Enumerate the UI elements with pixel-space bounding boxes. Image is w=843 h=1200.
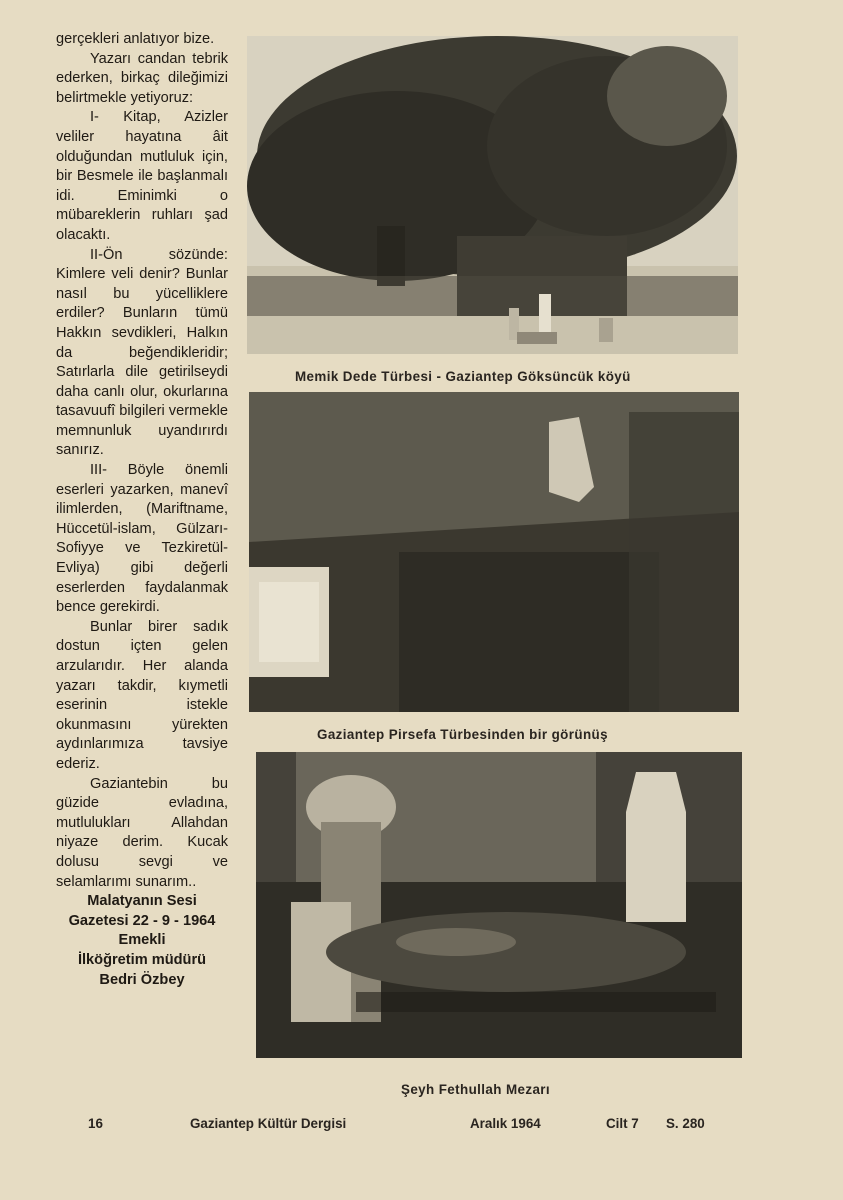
article-paragraph: gerçekleri anlatıyor bize. (56, 31, 215, 47)
volume-number: Cilt 7 (606, 1116, 639, 1131)
signature-line: İlköğretim müdürü (77, 951, 207, 968)
article-signature (56, 892, 228, 990)
article-text-column (56, 30, 228, 990)
article-paragraph: Gaziantebin bu güzide evladına, mutlulukları Allahdan niyaze derim. Kucak dolusu sevgi ve selamlarımı sunarım.. (56, 775, 228, 890)
article-paragraph: I- Kitap, Azizler veliler hayatına âit olduğundan mutluluk için, bir Besmele ile başlanmalı idi. Eminimki o mübareklerin ruhları şad olacaktı. (56, 109, 228, 243)
article-paragraph: Bunlar birer sadık dostun içten gelen arzularıdır. Her alanda yazarı takdir, kıymetli eserinin istekle okunmasını yürekten aydınlarımıza tavsiye ederiz. (56, 618, 228, 772)
photo-memik-dede-tomb (247, 36, 738, 354)
signature-line: Emekli (118, 932, 166, 949)
issue-date: Aralık 1964 (470, 1116, 541, 1131)
page-number: 16 (88, 1116, 103, 1131)
article-paragraph: II-Ön sözünde: Kimlere veli denir? Bunlar nasıl bu yücelliklere erdiler? Bunların tümü Hakkın sevdikleri, Halkın da beğendikleridir; Satırlarla dile getirilseydi daha canlı olur, okurlarına tasavuufî bilgileri vermekle memnunluk uyandırırdı sanırız. (56, 246, 228, 459)
photo-pirsefa-tomb (249, 392, 739, 712)
journal-title: Gaziantep Kültür Dergisi (190, 1116, 347, 1131)
article-paragraph: III- Böyle önemli eserleri yazarken, manevî ilimlerden, (Mariftname, Hüccetül-islam, Gülzarı-Sofiyye ve Tezkiretül-Evliya) gibi değerli eserlerden faydalanmak bence gerekirdi. (56, 462, 228, 616)
issue-number: S. 280 (666, 1116, 705, 1131)
photo-caption: Şeyh Fethullah Mezarı (401, 1082, 551, 1097)
signature-line: Malatyanın Sesi (87, 893, 197, 910)
photo-seyh-fethullah-grave (256, 752, 742, 1058)
photo-caption: Gaziantep Pirsefa Türbesinden bir görünüş (317, 727, 608, 742)
photo-caption: Memik Dede Türbesi - Gaziantep Göksüncük köyü (295, 369, 631, 384)
signature-line: Gazetesi 22 - 9 - 1964 (68, 912, 216, 929)
article-paragraph: Yazarı candan tebrik ederken, birkaç dileğimizi belirtmekle yetiyoruz: (56, 50, 228, 106)
signature-line: Bedri Özbey (99, 971, 185, 988)
